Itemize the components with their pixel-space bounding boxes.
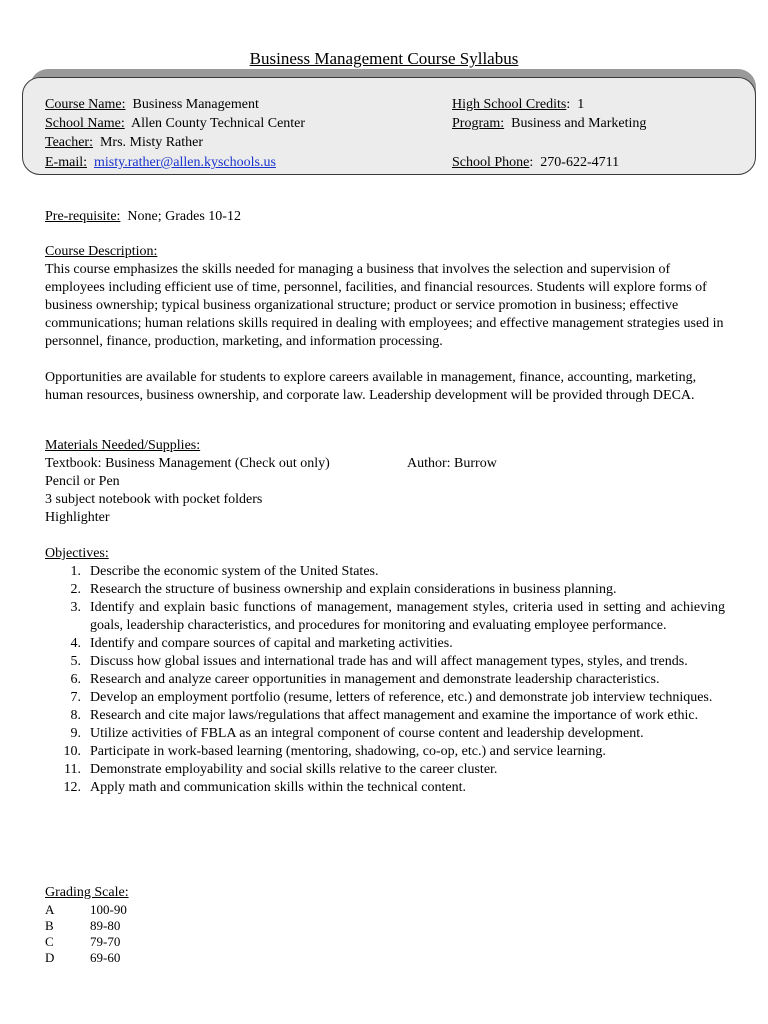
objective-item: 7. Develop an employment portfolio (resume, letters of reference, etc.) and demonstrate job interview techniques.	[70, 690, 713, 705]
prerequisite-label: Pre-requisite:	[45, 209, 121, 224]
program-label: Program:	[452, 116, 505, 131]
credits-row: High School Credits: 1	[452, 97, 585, 112]
phone-row: School Phone: 270-622-4711	[452, 155, 620, 170]
objective-item: 11. Demonstrate employability and social skills relative to the career cluster.	[64, 762, 498, 777]
grade-row	[45, 902, 725, 918]
email-label: E-mail:	[45, 155, 87, 170]
materials-item: Pencil or Pen	[45, 474, 120, 489]
grade-range: 100-90	[90, 902, 127, 917]
program-row	[452, 114, 646, 133]
objective-item: 2. Research the structure of business ownership and explain considerations in business planning.	[70, 582, 617, 597]
course-name-label: Course Name:	[45, 97, 126, 112]
objectives-section	[45, 545, 725, 797]
email-link[interactable]: misty.rather@allen.kyschools.us	[94, 155, 276, 170]
course-description-heading: Course Description:	[45, 244, 158, 259]
objective-item: 10. Participate in work-based learning (mentoring, shadowing, co-op, etc.) and service learning.	[63, 744, 606, 759]
phone-value: 270-622-4711	[540, 155, 620, 170]
course-description-section	[45, 243, 725, 405]
grading-section	[45, 884, 725, 966]
grade-letter: B	[45, 918, 54, 933]
grade-range: 89-80	[90, 918, 121, 933]
grade-row	[45, 934, 725, 950]
course-name-row	[45, 95, 259, 114]
objective-item: 4. Identify and compare sources of capital and marketing activities.	[70, 636, 453, 651]
objective-item: 3. Identify and explain basic functions of management, management styles, criteria used in setting and achieving goals, leadership characteristics, and procedures for monitoring and evaluating employee performance.	[70, 600, 725, 633]
objective-item: 5. Discuss how global issues and international trade has and will affect management types, styles, and trends.	[70, 654, 688, 669]
objective-item: 12. Apply math and communication skills within the technical content.	[63, 780, 466, 795]
materials-item: Highlighter	[45, 510, 110, 525]
credits-label: High School Credits	[452, 97, 567, 112]
grade-row	[45, 950, 725, 966]
grade-letter: D	[45, 950, 55, 965]
grade-row	[45, 918, 725, 934]
prerequisite-section	[45, 208, 725, 226]
page-title: Business Management Course Syllabus	[249, 49, 519, 68]
objective-item: 1. Describe the economic system of the United States.	[70, 564, 379, 579]
grade-range: 69-60	[90, 950, 121, 965]
materials-heading: Materials Needed/Supplies:	[45, 438, 201, 453]
teacher-label: Teacher:	[45, 135, 93, 150]
textbook-info: Textbook: Business Management (Check out only)	[45, 456, 330, 471]
credits-value: 1	[577, 97, 585, 112]
objective-item: 9. Utilize activities of FBLA as an integral component of course content and leadership development.	[70, 726, 644, 741]
objective-item: 6. Research and analyze career opportunities in management and demonstrate leadership characteristics.	[70, 672, 660, 687]
school-name-label: School Name:	[45, 116, 125, 131]
teacher-row	[45, 133, 203, 152]
course-name-value: Business Management	[132, 97, 259, 112]
school-name-value: Allen County Technical Center	[130, 116, 306, 131]
objectives-list	[45, 563, 725, 797]
objective-item: 8. Research and cite major laws/regulations that affect management and examine the importance of work ethic.	[70, 708, 699, 723]
textbook-row	[45, 455, 725, 473]
objectives-heading: Objectives:	[45, 546, 109, 561]
materials-item: 3 subject notebook with pocket folders	[45, 492, 263, 507]
course-description-paragraph: This course emphasizes the skills needed for managing a business that involves the selection and supervision of employees including efficient use of time, personnel, facilities, and financial resources. Students will explore forms of business ownership; typical business organizational structure; product or service promotion in business; effective communications; human relations skills required in dealing with employees; and effective management strategies used in personnel, finance, production, marketing, and information processing.	[45, 262, 724, 349]
school-name-row	[45, 114, 305, 133]
email-row	[45, 153, 276, 172]
grade-letter: C	[45, 934, 54, 949]
grade-letter: A	[45, 902, 55, 917]
textbook-author: Author: Burrow	[407, 456, 497, 471]
opportunities-paragraph: Opportunities are available for students to explore careers available in management, finance, accounting, marketing, human resources, business ownership, and corporate law. Leadership development will be provided through DECA.	[45, 370, 697, 403]
grading-heading: Grading Scale:	[45, 885, 129, 900]
prerequisite-value: None; Grades 10-12	[127, 209, 241, 224]
program-value: Business and Marketing	[511, 116, 647, 131]
materials-section	[45, 437, 725, 527]
grade-range: 79-70	[90, 934, 121, 949]
teacher-value: Mrs. Misty Rather	[99, 135, 204, 150]
phone-label: School Phone	[452, 155, 530, 170]
